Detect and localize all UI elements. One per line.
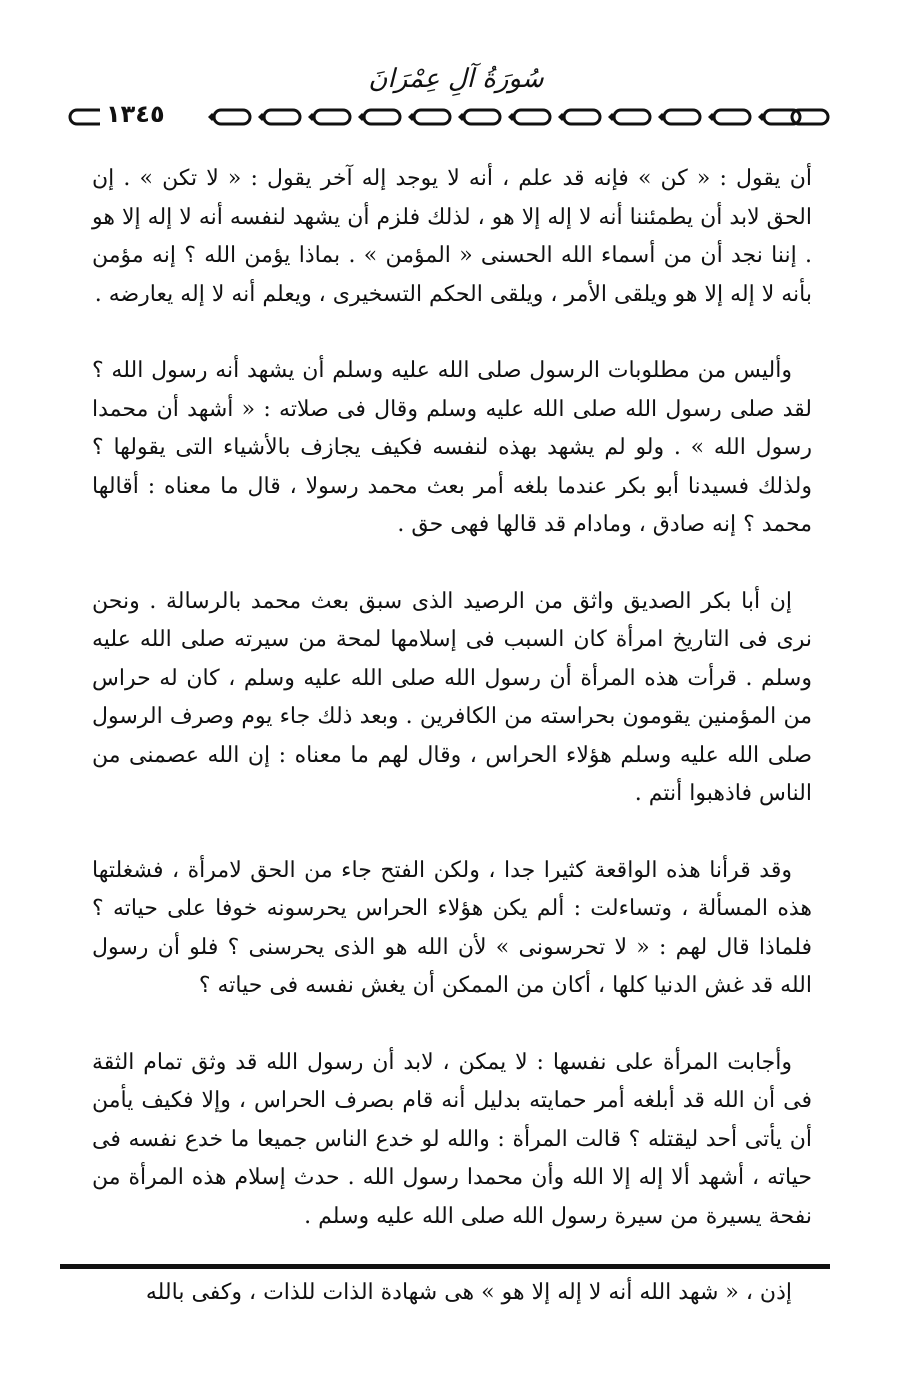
paragraph: وأجابت المرأة على نفسها : لا يمكن ، لابد أن رسول الله قد وثق تمام الثقة فى أن الله قد أبلغه أمر حمايته بدليل أنه قام بصرف الحراس ، وإلا فكيف يأمن أن يأتى أحد ليقتله ؟ قالت المرأة : والله لو خدع الناس جميعا ما خدع نفسه فى حياته ، أشهد ألا إله إلا الله وأن محمدا رسول الله . حدث إسلام هذه المرأة من نفحة يسيرة من سيرة رسول الله صلى الله عليه وسلم . [92, 1049, 812, 1229]
paragraph: وأليس من مطلوبات الرسول صلى الله عليه وسلم أن يشهد أنه رسول الله ؟ لقد صلى رسول الله صلى الله عليه وسلم وقال فى صلاته : « أشهد أن محمدا رسول الله » . ولو لم يشهد بهذه لنفسه فكيف يجازف بالأشياء التى يقولها ؟ ولذلك فسيدنا أبو بكر عندما بلغه أمر بعث محمد رسولا ، قال ما معناه : أقالها محمد ؟ إنه صادق ، ومادام قد قالها فهى حق . [92, 358, 812, 537]
paragraph: أن يقول : « كن » فإنه قد علم ، أنه لا يوجد إله آخر يقول : « لا تكن » . إن الحق لابد أن يطمئننا أنه لا إله إلا هو ، لذلك فلزم أن يشهد لنفسه أنه لا إله إلا هو . إننا نجد أن من أسماء الله الحسنى « المؤمن » . بماذا يؤمن الله ؟ إنه مؤمن بأنه لا إله إلا هو ويلقى الأمر ، ويلقى الحكم التسخيرى ، ويعلم أنه لا إله يعارضه . [92, 166, 812, 307]
body-text [92, 160, 812, 1351]
page-number: ١٣٤٥ [100, 100, 171, 128]
surah-title: سُورَةُ آلِ عِمْرَانَ [368, 64, 544, 94]
ornamental-border [64, 104, 834, 132]
paragraph: إن أبا بكر الصديق واثق من الرصيد الذى سبق بعث محمد بالرسالة . ونحن نرى فى التاريخ امرأة كان السبب فى إسلامها لمحة من سيرته صلى الله عليه وسلم . قرأت هذه المرأة أن رسول الله صلى الله عليه وسلم ، كان له حراس من المؤمنين يقومون بحراسته من الكافرين . وبعد ذلك جاء يوم وصرف الرسول صلى الله عليه وسلم هؤلاء الحراس ، وقال لهم ما معناه : إن الله عصمنى من الناس فاذهبوا أنتم . [92, 588, 812, 806]
footer-rule [60, 1264, 830, 1269]
paragraph: وقد قرأنا هذه الواقعة كثيرا جدا ، ولكن الفتح جاء من الحق لامرأة ، فشغلتها هذه المسألة ، وتساءلت : ألم يكن هؤلاء الحراس يحرسونه خوفا على حياته ؟ فلماذا قال لهم : « لا تحرسونى » لأن الله هو الذى يحرسنى ؟ فلو أن رسول الله قد غش الدنيا كلها ، أكان من الممكن أن يغش نفسه فى حياته ؟ [92, 857, 812, 998]
paragraph: إذن ، « شهد الله أنه لا إله إلا هو » هى شهادة الذات للذات ، وكفى بالله [145, 1280, 792, 1305]
